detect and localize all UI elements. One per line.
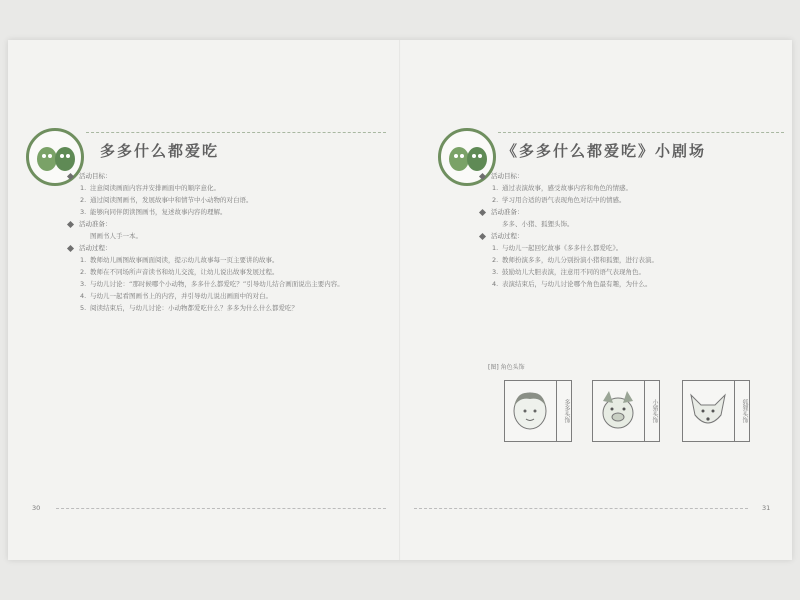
- figure-caption: [图] 角色头饰: [488, 364, 525, 371]
- item-number: [492, 218, 502, 230]
- list-item: [68, 290, 368, 302]
- item-text: 多多、小猪、狐狸头饰。: [502, 220, 574, 228]
- item-number: 3.: [492, 268, 499, 276]
- diamond-bullet-icon: [67, 220, 74, 227]
- item-text: 注意阅读画面内容并安排画面中的顺序意化。: [90, 184, 220, 192]
- card-label: 小猪头饰: [644, 381, 659, 441]
- diamond-bullet-icon: [479, 172, 486, 179]
- item-number: 2.: [80, 196, 87, 204]
- card-label: 多多头饰: [556, 381, 571, 441]
- item-number: 1.: [492, 184, 499, 192]
- lesson-body: [68, 170, 368, 314]
- list-item: [68, 182, 368, 194]
- fox-face-icon: [683, 381, 733, 439]
- item-text: 通过表演故事，感受故事内容和角色的情感。: [502, 184, 632, 192]
- section-heading: [480, 206, 770, 218]
- left-page: [8, 40, 400, 560]
- header-rule: [498, 132, 784, 133]
- pig-face-icon: [593, 381, 643, 439]
- list-item: [480, 182, 770, 194]
- section-heading-text: 活动准备：: [79, 220, 112, 228]
- item-number: 1.: [492, 244, 499, 252]
- item-text: 与幼儿讨论：“那时候哪个小动物，多多什么都爱吃？”引导幼儿结合画面说出主要内容。: [90, 280, 344, 288]
- item-text: 学习用合适的语气表现角色对话中的情感。: [502, 196, 626, 204]
- headdress-card: [592, 380, 660, 442]
- right-page: [400, 40, 792, 560]
- item-number: 4.: [492, 280, 499, 288]
- section-heading: [480, 170, 770, 182]
- item-text: 能够向同伴朗读图画书，复述故事内容的理解。: [90, 208, 227, 216]
- item-text: 与幼儿一起看图画书上的内容，并引导幼儿说出画面中的对白。: [90, 292, 272, 300]
- list-item: [68, 206, 368, 218]
- diamond-bullet-icon: [479, 232, 486, 239]
- list-item: [480, 254, 770, 266]
- item-number: 3.: [80, 208, 87, 216]
- list-item: [480, 218, 770, 230]
- item-text: 通过阅读图画书，发展故事中和情节中小动物的对白语。: [90, 196, 253, 204]
- girl-face-icon: [505, 381, 555, 439]
- section-heading-text: 活动过程：: [491, 232, 524, 240]
- diamond-bullet-icon: [67, 172, 74, 179]
- item-text: 教师在不同场所声音读书和幼儿交流，让幼儿说出故事发展过程。: [90, 268, 279, 276]
- lesson-body: [480, 170, 770, 290]
- list-item: [480, 242, 770, 254]
- item-text: 鼓励幼儿大胆表演，注意用不同的语气表现角色。: [502, 268, 645, 276]
- item-number: 4.: [80, 292, 87, 300]
- header-rule: [86, 132, 386, 133]
- list-item: [68, 194, 368, 206]
- headdress-card: [504, 380, 572, 442]
- diamond-bullet-icon: [479, 208, 486, 215]
- section-heading: [68, 170, 368, 182]
- section-heading-text: 活动准备：: [491, 208, 524, 216]
- item-number: 2.: [492, 256, 499, 264]
- card-label: 狐狸头饰: [734, 381, 749, 441]
- footer-rule: [414, 508, 748, 509]
- list-item: [68, 266, 368, 278]
- item-number: 5.: [80, 304, 87, 312]
- book-spread: [8, 40, 792, 560]
- item-text: 教师幼儿画图故事画面阅读，提示幼儿故事每一页主要讲的故事。: [90, 256, 279, 264]
- list-item: [480, 278, 770, 290]
- item-number: 1.: [80, 256, 87, 264]
- list-item: [480, 194, 770, 206]
- page-title: 多多什么都爱吃: [100, 142, 220, 160]
- item-text: 教师扮演多多，幼儿分别扮演小猪和狐狸，进行表演。: [502, 256, 658, 264]
- list-item: [68, 302, 368, 314]
- diamond-bullet-icon: [67, 244, 74, 251]
- page-number: 31: [762, 504, 771, 512]
- item-number: 1.: [80, 184, 87, 192]
- section-heading: [68, 218, 368, 230]
- list-item: [68, 230, 368, 242]
- list-item: [68, 254, 368, 266]
- item-text: 与幼儿一起回忆故事《多多什么都爱吃》。: [502, 244, 623, 252]
- item-number: 2.: [492, 196, 499, 204]
- item-text: 表演结束后，与幼儿讨论哪个角色最有趣，为什么。: [502, 280, 652, 288]
- list-item: [480, 266, 770, 278]
- section-heading: [68, 242, 368, 254]
- page-title: 《多多什么都爱吃》小剧场: [502, 142, 707, 160]
- section-heading-text: 活动目标：: [491, 172, 524, 180]
- section-heading: [480, 230, 770, 242]
- page-number: 30: [32, 504, 41, 512]
- item-text: 图画书人手一本。: [90, 232, 142, 240]
- footer-rule: [56, 508, 386, 509]
- list-item: [68, 278, 368, 290]
- item-number: [80, 230, 90, 242]
- item-number: 3.: [80, 280, 87, 288]
- section-heading-text: 活动过程：: [79, 244, 112, 252]
- item-text: 阅读结束后，与幼儿讨论：小动物都爱吃什么？多多为什么什么都爱吃？: [90, 304, 298, 312]
- section-heading-text: 活动目标：: [79, 172, 112, 180]
- headdress-card: [682, 380, 750, 442]
- item-number: 2.: [80, 268, 87, 276]
